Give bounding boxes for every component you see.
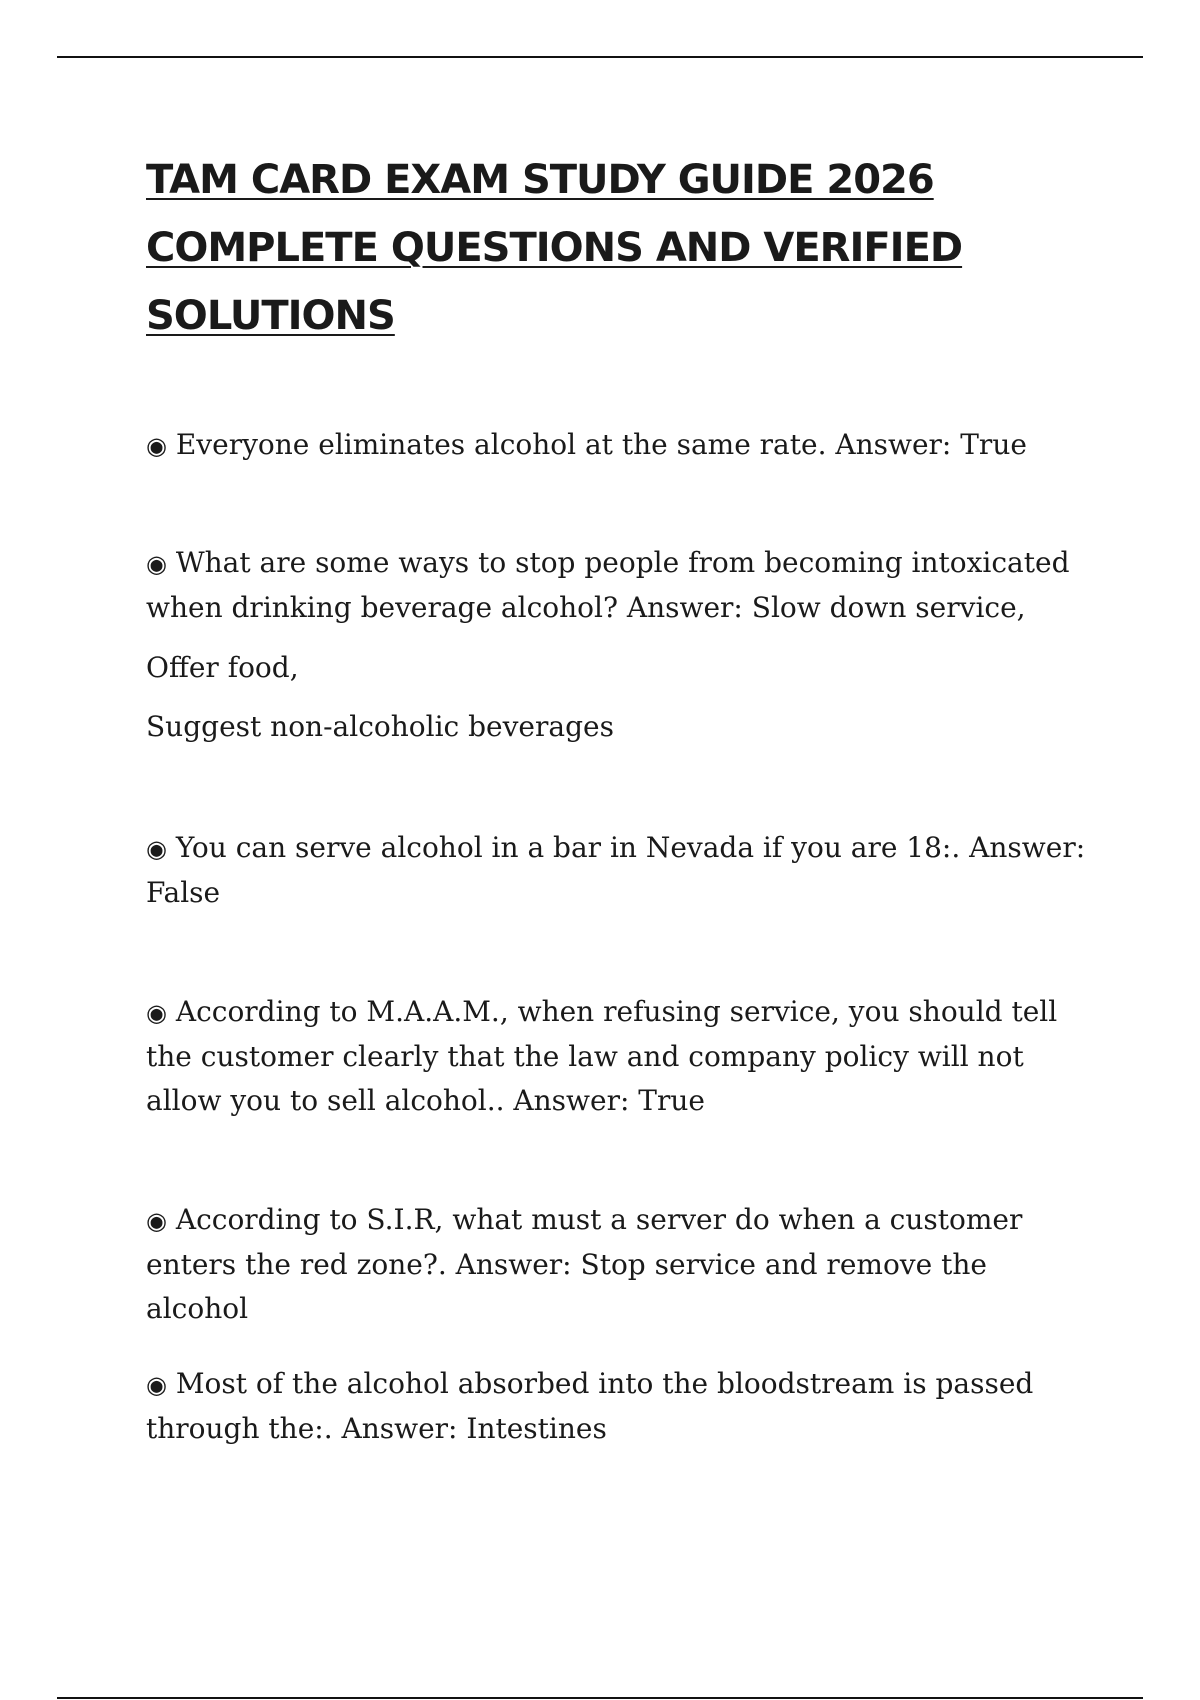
- qa-item-2: [146, 541, 1086, 630]
- qa-item-2-extra-1: Offer food,: [146, 651, 299, 684]
- qa-text: Most of the alcohol absorbed into the bloodstream is passed through the:. Answer: Intestines: [146, 1367, 1034, 1445]
- header-rule: [57, 56, 1143, 58]
- qa-item-6: [146, 1362, 1086, 1451]
- qa-text: According to M.A.A.M., when refusing service, you should tell the customer clearly that the law and company policy will not allow you to sell alcohol.. Answer: True: [146, 995, 1058, 1117]
- bullet-icon: ◉: [146, 1371, 167, 1399]
- qa-text: According to S.I.R, what must a server do when a customer enters the red zone?. Answer: Stop service and remove the alcohol: [146, 1203, 1023, 1325]
- qa-text: You can serve alcohol in a bar in Nevada if you are 18:. Answer: False: [146, 831, 1086, 909]
- bullet-icon: ◉: [146, 1207, 167, 1235]
- qa-text: Everyone eliminates alcohol at the same rate. Answer: True: [175, 428, 1027, 461]
- document-title: [146, 146, 1106, 350]
- bullet-icon: ◉: [146, 550, 167, 578]
- qa-item-1: [146, 423, 1086, 468]
- title-line-1: TAM CARD EXAM STUDY GUIDE 2026: [146, 157, 934, 203]
- qa-item-5: [146, 1198, 1086, 1331]
- qa-item-3: [146, 826, 1086, 915]
- bullet-icon: ◉: [146, 835, 167, 863]
- footer-rule: [57, 1697, 1143, 1699]
- qa-item-2-extra-2: Suggest non-alcoholic beverages: [146, 710, 614, 743]
- title-line-3: SOLUTIONS: [146, 293, 395, 339]
- bullet-icon: ◉: [146, 432, 167, 460]
- qa-item-4: [146, 990, 1086, 1123]
- title-line-2: COMPLETE QUESTIONS AND VERIFIED: [146, 225, 963, 271]
- qa-text: What are some ways to stop people from becoming intoxicated when drinking beverage alcohol? Answer: Slow down service,: [146, 546, 1070, 624]
- bullet-icon: ◉: [146, 999, 167, 1027]
